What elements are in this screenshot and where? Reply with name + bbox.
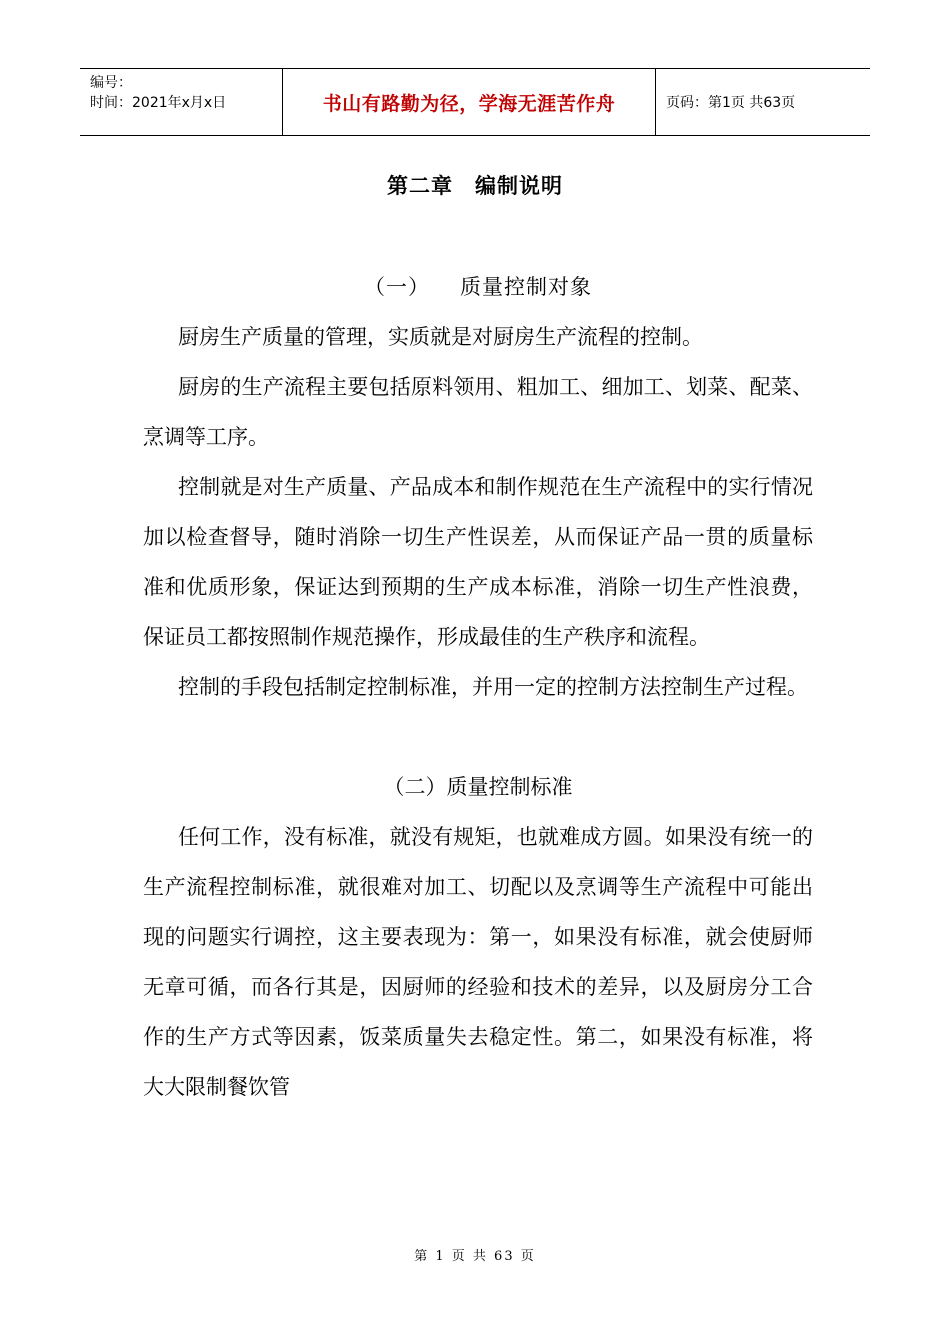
header-meta <box>80 69 282 135</box>
section-number: （一） <box>364 275 430 299</box>
document-body <box>143 262 813 1112</box>
header-motto: 书山有路勤为径，学海无涯苦作舟 <box>282 69 656 135</box>
page-footer: 第 1 页 共 63 页 <box>414 1249 536 1264</box>
document-date: 时间：2021年x月x日 <box>90 95 227 111</box>
section-heading-1 <box>143 262 813 312</box>
header-page-info: 页码：第1页 共63页 <box>666 95 796 111</box>
paragraph: 控制的手段包括制定控制标准，并用一定的控制方法控制生产过程。 <box>178 675 808 699</box>
paragraph: 厨房的生产流程主要包括原料领用、粗加工、细加工、划菜、配菜、烹调等工序。 <box>143 375 813 449</box>
page-header <box>80 68 870 136</box>
paragraph: 控制就是对生产质量、产品成本和制作规范在生产流程中的实行情况加以检查督导，随时消除一切生产性误差，从而保证产品一贯的质量标准和优质形象，保证达到预期的生产成本标准，消除一切生产性浪费，保证员工都按照制作规范操作，形成最佳的生产秩序和流程。 <box>143 475 813 649</box>
section-title-text: 质量控制对象 <box>460 275 592 299</box>
chapter-title: 第二章 编制说明 <box>387 174 563 198</box>
document-number-label: 编号： <box>90 75 132 91</box>
paragraph: 厨房生产质量的管理，实质就是对厨房生产流程的控制。 <box>178 325 703 349</box>
paragraph: 任何工作，没有标准，就没有规矩，也就难成方圆。如果没有统一的生产流程控制标准，就很难对加工、切配以及烹调等生产流程中可能出现的问题实行调控，这主要表现为：第一，如果没有标准，就会使厨师无章可循，而各行其是，因厨师的经验和技术的差异，以及厨房分工合作的生产方式等因素，饭菜质量失去稳定性。第二，如果没有标准，将大大限制餐饮管 <box>143 825 813 1099</box>
section-spacer <box>143 712 813 762</box>
section-heading-2: （二）质量控制标准 <box>383 775 573 799</box>
